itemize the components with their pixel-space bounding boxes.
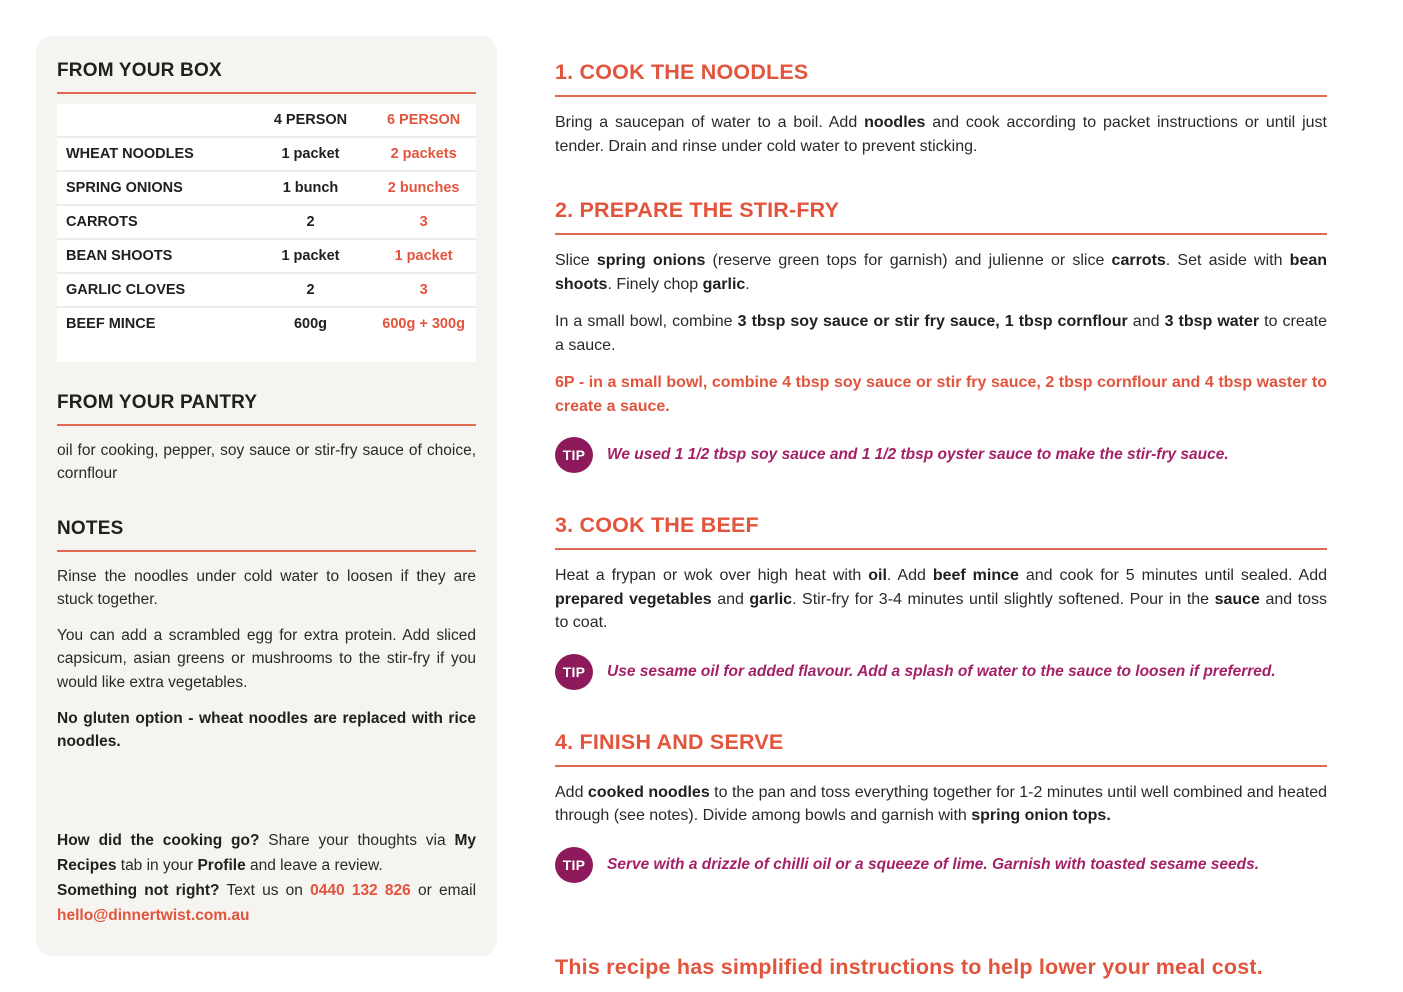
notes-paragraph: Rinse the noodles under cold water to loosen if they are stuck together. bbox=[57, 567, 476, 608]
ingredient-name: BEAN SHOOTS bbox=[57, 239, 250, 273]
feedback-footer bbox=[57, 828, 476, 928]
table-row bbox=[57, 273, 476, 307]
ingredient-qty-6p: 1 packet bbox=[371, 239, 476, 273]
table-row bbox=[57, 205, 476, 239]
pantry-text: oil for cooking, pepper, soy sauce or stir-fry sauce of choice, cornflour bbox=[57, 442, 476, 483]
support-text bbox=[57, 878, 476, 928]
table-row bbox=[57, 239, 476, 273]
ingredients-table-card bbox=[57, 104, 476, 362]
ingredient-qty-6p: 2 bunches bbox=[371, 171, 476, 205]
step-2-paragraph: Slice spring onions (reserve green tops for garnish) and julienne or slice carrots. Set aside with bean shoots. Finely chop garlic. bbox=[555, 252, 1328, 293]
table-header-6person: 6 PERSON bbox=[386, 112, 461, 128]
table-header-4person: 4 PERSON bbox=[273, 112, 348, 128]
step-2-section bbox=[555, 198, 1327, 473]
step-4-title: 4. FINISH AND SERVE bbox=[555, 730, 1327, 767]
table-header-blank bbox=[57, 104, 250, 137]
tip-row bbox=[555, 654, 1327, 690]
step-2-6p-variation: 6P - in a small bowl, combine 4 tbsp soy sauce or stir fry sauce, 2 tbsp cornflour and 4 tbsp waster to create a sauce. bbox=[555, 374, 1327, 415]
step-4-paragraph: Add cooked noodles to the pan and toss everything together for 1-2 minutes until well combined and heated through (see notes). Divide among bowls and garnish with spring onion tops. bbox=[555, 783, 1327, 825]
ingredient-qty-6p: 3 bbox=[371, 273, 476, 307]
notes-gluten-note: No gluten option - wheat noodles are replaced with rice noodles. bbox=[57, 709, 476, 750]
simplified-instructions-note: This recipe has simplified instructions to help lower your meal cost. bbox=[555, 954, 1263, 979]
ingredient-qty-4p: 600g bbox=[250, 307, 372, 340]
ingredient-name: CARROTS bbox=[57, 205, 250, 239]
tip-badge-icon: TIP bbox=[555, 654, 593, 690]
from-your-pantry-title: FROM YOUR PANTRY bbox=[57, 392, 476, 426]
ingredient-qty-4p: 1 bunch bbox=[250, 171, 372, 205]
step-1-paragraph: Bring a saucepan of water to a boil. Add noodles and cook according to packet instructions or until just tender. Drain and rinse under cold water to prevent sticking. bbox=[555, 114, 1327, 155]
step-2-sauce-paragraph: In a small bowl, combine 3 tbsp soy sauce or stir fry sauce, 1 tbsp cornflour and 3 tbsp water to create a sauce. bbox=[555, 313, 1328, 354]
tip-row bbox=[555, 437, 1327, 473]
ingredient-qty-6p: 3 bbox=[371, 205, 476, 239]
ingredient-qty-6p: 600g + 300g bbox=[371, 307, 476, 340]
table-row bbox=[57, 171, 476, 205]
step-3-paragraph: Heat a frypan or wok over high heat with oil. Add beef mince and cook for 5 minutes until sealed. Add prepared vegetables and garlic. Stir-fry for 3-4 minutes until slightly softened. Pour in the sauce and toss to coat. bbox=[555, 567, 1327, 632]
support-email-link[interactable]: hello@dinnertwist.com.au bbox=[57, 906, 250, 924]
ingredient-qty-4p: 2 bbox=[250, 205, 372, 239]
from-your-box-title: FROM YOUR BOX bbox=[57, 60, 476, 94]
step-1-section bbox=[555, 60, 1327, 158]
notes-section bbox=[57, 518, 476, 754]
ingredient-name: SPRING ONIONS bbox=[57, 171, 250, 205]
ingredient-qty-4p: 2 bbox=[250, 273, 372, 307]
review-text: How did the cooking go? Share your thoughts via My Recipes tab in your Profile and leave a review. bbox=[57, 831, 476, 874]
tip-text: Serve with a drizzle of chilli oil or a squeeze of lime. Garnish with toasted sesame seeds. bbox=[607, 855, 1260, 873]
ingredients-table bbox=[57, 104, 476, 340]
step-2-title: 2. PREPARE THE STIR-FRY bbox=[555, 198, 1327, 235]
support-lead: Something not right? Text us on 0440 132 826 or email bbox=[57, 881, 477, 899]
ingredient-qty-4p: 1 packet bbox=[250, 137, 372, 171]
step-4-section bbox=[555, 730, 1327, 883]
ingredient-name: BEEF MINCE bbox=[57, 307, 250, 340]
tip-badge-icon: TIP bbox=[555, 437, 593, 473]
instructions-column bbox=[555, 60, 1327, 980]
table-header-row bbox=[57, 104, 476, 137]
step-3-title: 3. COOK THE BEEF bbox=[555, 513, 1327, 550]
table-row bbox=[57, 307, 476, 340]
tip-text: We used 1 1/2 tbsp soy sauce and 1 1/2 tbsp oyster sauce to make the stir-fry sauce. bbox=[607, 446, 1229, 464]
from-your-pantry-section bbox=[57, 392, 476, 486]
ingredient-name: WHEAT NOODLES bbox=[57, 137, 250, 171]
ingredient-qty-4p: 1 packet bbox=[250, 239, 372, 273]
table-row bbox=[57, 137, 476, 171]
tip-badge-icon: TIP bbox=[555, 847, 593, 883]
step-1-title: 1. COOK THE NOODLES bbox=[555, 60, 1327, 97]
notes-title: NOTES bbox=[57, 518, 476, 552]
notes-paragraph: You can add a scrambled egg for extra protein. Add sliced capsicum, asian greens or mushrooms to the stir-fry if you would like extra vegetables. bbox=[57, 627, 476, 691]
ingredient-name: GARLIC CLOVES bbox=[57, 273, 250, 307]
step-3-section bbox=[555, 513, 1327, 690]
ingredient-qty-6p: 2 packets bbox=[371, 137, 476, 171]
tip-text: Use sesame oil for added flavour. Add a splash of water to the sauce to loosen if preferred. bbox=[607, 662, 1276, 680]
sidebar-panel bbox=[36, 36, 497, 956]
tip-row bbox=[555, 847, 1327, 883]
